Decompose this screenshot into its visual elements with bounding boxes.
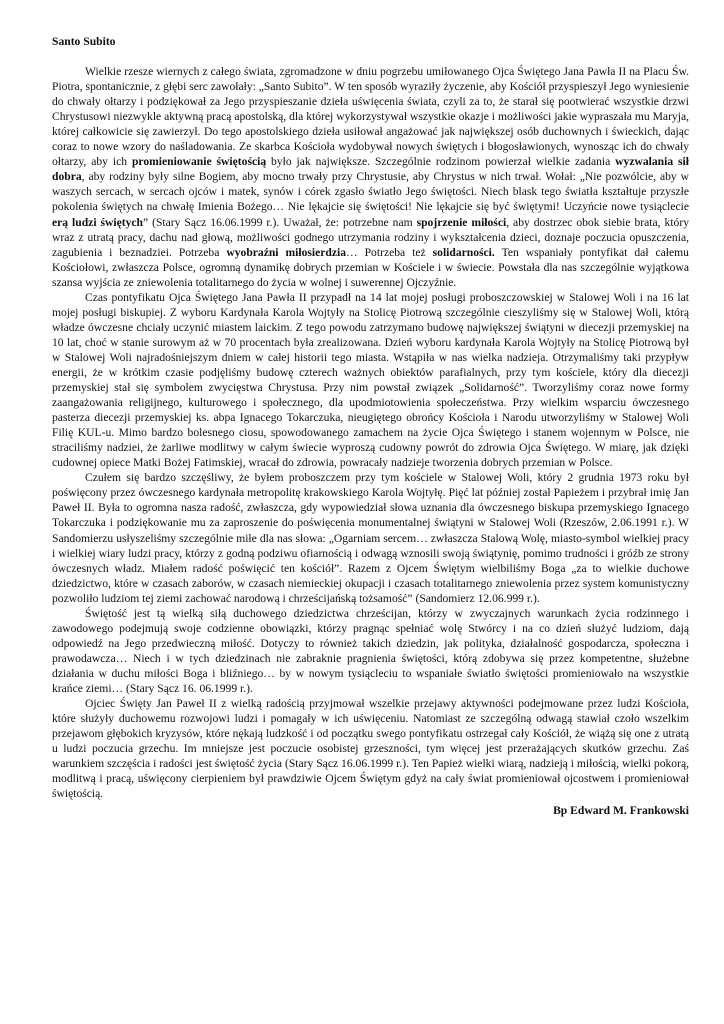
text-run: , aby dostrzec obok siebie brata, który wraz z utratą pracy, dachu nad głową, możliwości godnego utrzymania rodziny i wykształcenia dzieci, doznaje poczucia opuszczenia, zagubienia i beznadziei. Potrzeba [52, 215, 689, 259]
paragraph-2 [52, 290, 689, 471]
text-run: Czułem się bardzo szczęśliwy, że byłem proboszczem przy tym kościele w Stalowej Woli, który 2 grudnia 1973 roku był poświęcony przez ówczesnego kardynała metropolitę krakowskiego Karola Wojtyłę. Pięć lat później został Papieżem i przybrał imię Jan Paweł II. Była to ogromna nasza radość, zwłaszcza, gdy wypowiedział słowa uznania dla ówczesnego biskupa przemyskiego Ignacego Tokarczuka i podziękowanie mu za zaproszenie do poświęcenia monumentalnej świątyni w Stalowej Woli (Rzeszów, 2.06.1991 r.). W Sandomierzu usłyszeliśmy szczególnie miłe dla nas słowa: „Ogarniam sercem… zwłaszcza Stalową Wolę, miasto-symbol wielkiej pracy i wielkiej wiary ludzi pracy, którzy z godną podziwu ofiarnością i odwagą wznosili swoją świątynię, pomimo trudności i gróźb ze strony ówczesnych władz. Miałem radość poświęcić ten kościół”. Razem z Ojcem Świętym wielbiliśmy Boga „za to wielkie duchowe dziedzictwo, które w czasach zaborów, w czasach niemieckiej okupacji i czasach totalitarnego zniewolenia przez system komunistyczny pozwoliło ludziom tej ziemi zachować narodową i chrześcijańską tożsamość” (Sandomierz 12.06.999 r.). [52, 471, 689, 605]
document-title: Santo Subito [52, 35, 116, 48]
text-run: Świętość jest tą wielką siłą duchowego dziedzictwa chrześcijan, którzy w zwyczajnych warunkach życia rodzinnego i zawodowego podejmują swoje codzienne obowiązki, którzy pragnąc spełniać wolę Stwórcy i na co dzień służyć ludziom, dają odpowiedź na Jego przedwieczną miłość. Dotyczy to również takich dziedzin, jak polityka, działalność gospodarcza, społeczna i prawodawcza… Niech i w tych dziedzinach nie zabraknie pragnienia świętości, którą zdobywa się przez kompetentne, służebne działania w duchu miłości Boga i bliźniego… by w nowym tysiącleciu to wspaniałe światło świętości promieniowało na wszystkie krańce ziemi… (Stary Sącz 16. 06.1999 r.). [52, 606, 689, 695]
text-run: , aby rodziny były silne Bogiem, aby mocno trwały przy Chrystusie, aby Chrystus w nich trwał. Wołał: „Nie pozwólcie, aby w waszych sercach, w sercach ojców i matek, synów i córek zgasło światło Jego świętości. Niech blask tego światła kształtuje przyszłe pokolenia świętych na chwałę Imienia Bożego… Nie lękajcie się świętości! Nie lękajcie się być świętymi! Uczyńcie nowe tysiąclecie [52, 170, 689, 214]
text-run: Ojciec Święty Jan Paweł II z wielką radością przyjmował wszelkie przejawy aktywności podejmowane przez ludzi Kościoła, które służyły duchowemu rozwojowi ludzi i pomagały w ich uświęceniu. Natomiast ze szczególną odwagą stawiał czoło wszelkim przejawom głębokich kryzysów, które nękają ludzkość i od początku swego pontyfikatu ostrzegał cały Kościół, że wiążą się one z utratą u ludzi poczucia grzechu. Im mniejsze jest poczucie osobistej grzeszności, tym więcej jest przerażających skutków grzechu. Zaś warunkiem szczęścia i radości jest świętość życia (Stary Sącz 16.06.1999 r.). Ten Papież wielki wiarą, nadzieją i miłością, wielki pokorą, modlitwą i pracą, uświęcony cierpieniem był prawdziwie Ojcem Świętym gdyż na cały świat promieniował ojcostwem i promieniował świętością. [52, 697, 689, 801]
author-signature: Bp Edward M. Frankowski [553, 804, 689, 818]
text-run: było jak największe. Szczególnie rodzinom powierzał wielkie zadania [266, 155, 616, 169]
text-run: … Potrzeba też [346, 245, 433, 259]
bold-phrase: wyzwalania sił dobra [52, 155, 690, 184]
paragraph-4 [52, 606, 689, 696]
text-run: ” (Stary Sącz 16.06.1999 r.). Uważał, że: potrzebne nam [143, 215, 417, 229]
bold-phrase: promieniowanie świętością [131, 155, 267, 169]
bold-phrase: spojrzenie miłości [416, 215, 507, 229]
bold-phrase: solidarności. [432, 245, 495, 259]
bold-phrase: erą ludzi świętych [52, 215, 144, 229]
paragraph-3 [52, 470, 689, 605]
document-page [52, 34, 689, 818]
paragraph-5 [52, 696, 689, 801]
text-run: Wielkie rzesze wiernych z całego świata, zgromadzone w dniu pogrzebu umiłowanego Ojca Świętego Jana Pawła II na Placu Św. Piotra, spontanicznie, z głębi serc zawołały: „Santo Subito”. W ten sposób wyraziły życzenie, aby Kościół przyspieszył Jego wyniesienie do chwały ołtarzy i podziękował za Jego przyspieszanie dzieła uświęcenia świata, czyli za to, że starał się pootwierać wszystkie drzwi Chrystusowi niezwykle aktywną pracą apostolską, dla której wykorzystywał wszystkie okazje i możliwości jakie wypraszała mu Maryja, której całkowicie się zawierzył. Do tego apostolskiego dzieła usiłował angażować jak największej osób duchownych i świeckich, dając coraz to nowe wzory do naśladowania. Ze skarbca Kościoła wydobywał nowych świętych i błogosławionych, wynosząc ich do chwały ołtarzy, aby ich [52, 65, 689, 169]
text-run: Ten wspaniały pontyfikat dał całemu Kościołowi, zwłaszcza Polsce, ogromną dynamikę dobrych przemian w Kościele i w świecie. Powstała dla nas szczególnie wyjątkowa szansa wyjścia ze zniewolenia totalitarnego do życia w wolnej i suwerennej Ojczyźnie. [52, 245, 689, 289]
paragraph-1 [52, 64, 689, 290]
bold-phrase: wyobraźni miłosierdzia [226, 245, 347, 259]
text-run: Czas pontyfikatu Ojca Świętego Jana Pawła II przypadł na 14 lat mojej posługi proboszczowskiej w Stalowej Woli i na 16 lat mojej posługi biskupiej. Z wyboru Kardynała Karola Wojtyły na Stolicę Piotrową szczególnie cieszyliśmy się w Stalowej Woli, którą władze ówczesne chciały uczynić miastem laickim. Z tego powodu zatrzymano budowę największej świątyni w diecezji przemyskiej na 10 lat, choć w stanie surowym aż w 70 procentach była zrealizowana. Dzień wyboru kardynała Karola Wojtyły na Stolicę Piotrową był w Stalowej Woli najradośniejszym dniem w całej historii tego miasta. Wstąpiła w nas wielka nadzieja. Otrzymaliśmy taki przypływ energii, że w krótkim czasie podjęliśmy budowę czterech ważnych obiektów parafialnych, przy tym kościele, który dla diecezji przemyskiej stał się symbolem zwycięstwa Chrystusa. Przy nim powstał związek „Solidarność”. Tworzyliśmy coraz nowe formy zaangażowania religijnego, kulturowego i społecznego, dla upodmiotowienia społeczeństwa. Przy wielkim wsparciu ówczesnego pasterza diecezji przemyskiej ks. abpa Ignacego Tokarczuka, nieugiętego obrońcy Kościoła i Narodu utworzyliśmy w Stalowej Woli Filię KUL-u. Mimo bardzo bolesnego ciosu, spowodowanego zamachem na życie Ojca Świętego i stanem wojennym w Polsce, nie straciliśmy nadziei, że żarliwe modlitwy w całym świecie wyproszą cudowny powrót do zdrowia Ojca Świętego. W miarę, jak dzięki cudownej opiece Matki Bożej Fatimskiej, wracał do zdrowia, powracały nadzieje tworzenia dobrych przemian w Polsce. [52, 290, 689, 470]
